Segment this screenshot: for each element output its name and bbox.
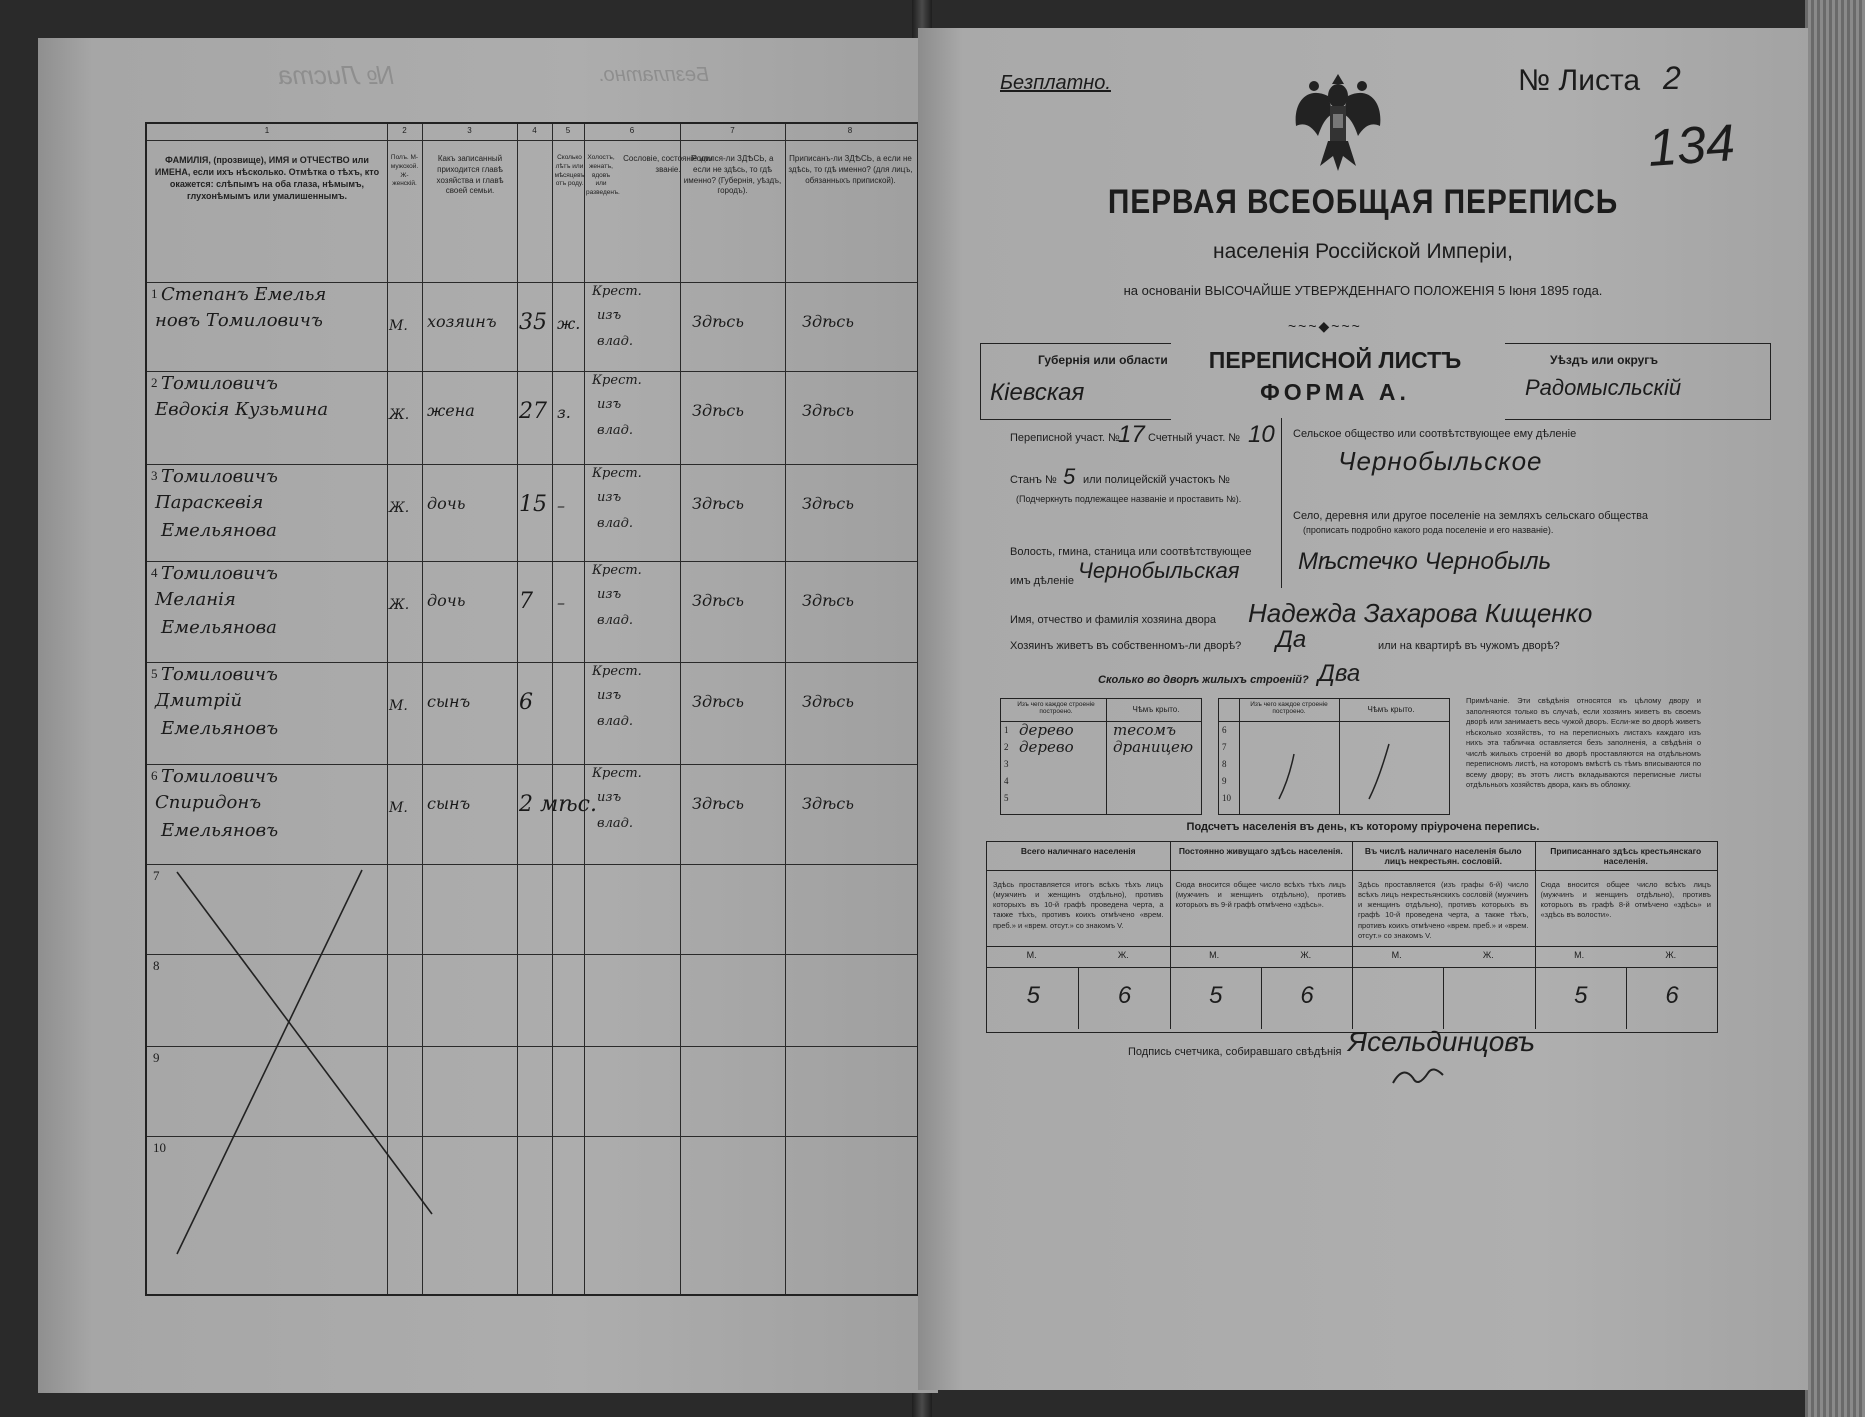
tally-col-desc: Сюда вносится общее число всѣхъ лицъ (мужчинъ и женщинъ отдѣльно), противъ которыхъ въ графѣ 8-й отмѣчено «здѣсь» и «здѣсь въ волости». bbox=[1540, 880, 1711, 920]
census-area-label: Переписной участ. № bbox=[1010, 432, 1120, 444]
tally-title: Подсчетъ населенія въ день, къ которому пріурочена перепись. bbox=[1186, 821, 1540, 833]
person-name-line3: Емельянова bbox=[161, 520, 277, 541]
person-surname-line1: Томиловичъ bbox=[161, 563, 278, 584]
row-number: 6 bbox=[151, 768, 158, 783]
person-name-line2: Меланія bbox=[155, 589, 236, 610]
tally-f-label: Ж. bbox=[1300, 950, 1312, 960]
person-name-line3: Емельяновъ bbox=[161, 718, 279, 739]
page-title: ПЕРВАЯ ВСЕОБЩАЯ ПЕРЕПИСЬ bbox=[1107, 183, 1619, 221]
archive-number: 134 bbox=[1646, 114, 1737, 178]
tally-m-label: М. bbox=[1574, 950, 1585, 960]
building-row-number: 4 bbox=[1004, 776, 1009, 786]
building-row-number: 7 bbox=[1222, 742, 1227, 752]
volost-value: Чернобыльская bbox=[1078, 558, 1240, 583]
buildings-value: Два bbox=[1318, 660, 1361, 687]
row-number: 10 bbox=[153, 1140, 166, 1155]
buildings-label: Сколько во дворѣ жилыхъ строеній? bbox=[1098, 674, 1309, 686]
person-sex: Ж. bbox=[389, 500, 410, 516]
person-born: Здѣсь bbox=[692, 794, 744, 813]
person-born: Здѣсь bbox=[692, 692, 744, 711]
person-estate-line1: Крест. bbox=[592, 373, 642, 388]
village-label: Село, деревня или другое поселеніе на земляхъ сельскаго общества bbox=[1293, 510, 1648, 522]
person-registered: Здѣсь bbox=[802, 312, 854, 331]
person-registered: Здѣсь bbox=[802, 591, 854, 610]
person-born: Здѣсь bbox=[692, 312, 744, 331]
signature-value: Ясельдинцовъ bbox=[1348, 1026, 1536, 1057]
person-registered: Здѣсь bbox=[802, 494, 854, 513]
row-number: 2 bbox=[151, 375, 158, 390]
gubernia-label: Губернія или области bbox=[1038, 353, 1168, 367]
census-table bbox=[145, 122, 919, 1296]
building-row-number: 10 bbox=[1222, 793, 1231, 803]
tally-f-label: Ж. bbox=[1665, 950, 1677, 960]
list-no-value: 2 bbox=[1663, 60, 1681, 96]
person-estate-line3: влад. bbox=[597, 423, 633, 438]
person-relation: дочь bbox=[427, 494, 466, 513]
person-estate-line1: Крест. bbox=[592, 466, 642, 481]
society-label: Сельское общество или соотвѣтствующее ему дѣленіе bbox=[1293, 428, 1577, 440]
person-marital: – bbox=[557, 496, 565, 515]
underline-note: (Подчеркнуть подлежащее названіе и проставить №). bbox=[1016, 494, 1242, 504]
person-sex: Ж. bbox=[389, 597, 410, 613]
person-estate-line3: влад. bbox=[597, 816, 633, 831]
person-marital: – bbox=[557, 593, 565, 612]
building-material: дерево bbox=[1019, 738, 1074, 756]
building-row-number: 6 bbox=[1222, 725, 1227, 735]
row-number: 4 bbox=[151, 565, 158, 580]
build-col-roof-2: Чѣмъ крыто. bbox=[1367, 705, 1415, 714]
row-number: 7 bbox=[153, 868, 160, 883]
tally-mf-divider bbox=[1626, 967, 1627, 1029]
person-age: 15 bbox=[519, 492, 547, 517]
person-estate-line3: влад. bbox=[597, 334, 633, 349]
person-estate-line2: изъ bbox=[597, 308, 622, 323]
person-surname-line1: Степанъ Емелья bbox=[161, 284, 327, 305]
tally-m-value: 5 bbox=[1026, 982, 1040, 1009]
signature-flourish bbox=[1388, 1063, 1448, 1093]
form-title-1: ПЕРЕПИСНОЙ ЛИСТЪ bbox=[1208, 347, 1462, 373]
person-estate-line2: изъ bbox=[597, 790, 622, 805]
person-surname-line1: Томиловичъ bbox=[161, 466, 278, 487]
tally-col-head: Въ числѣ наличнаго населенія было лицъ некрестьян. сословій. bbox=[1364, 846, 1522, 866]
col-header-born: Родился-ли ЗДѢСЬ, а если не здѣсь, то гдѣ именно? (Губернія, уѣздъ, городъ). bbox=[683, 154, 782, 196]
dash-marks bbox=[1219, 699, 1449, 814]
right-page bbox=[918, 28, 1808, 1390]
col-header-relation: Какъ записанный приходится главѣ хозяйства и главѣ своей семьи. bbox=[436, 154, 504, 196]
tally-m-value: 5 bbox=[1574, 982, 1588, 1009]
person-estate-line1: Крест. bbox=[592, 664, 642, 679]
person-estate-line1: Крест. bbox=[592, 766, 642, 781]
person-relation: дочь bbox=[427, 591, 466, 610]
tally-m-label: М. bbox=[1391, 950, 1402, 960]
row-number: 8 bbox=[153, 958, 160, 973]
person-estate-line2: изъ bbox=[597, 688, 622, 703]
person-registered: Здѣсь bbox=[802, 794, 854, 813]
gubernia-value: Кіевская bbox=[990, 379, 1085, 406]
person-relation: хозяинъ bbox=[427, 312, 497, 331]
tally-f-value: 6 bbox=[1665, 982, 1679, 1009]
own-house-value: Да bbox=[1276, 626, 1307, 653]
owner-value: Надежда Захарова Кищенко bbox=[1248, 598, 1593, 628]
tally-col-desc: Сюда вносится общее число всѣхъ тѣхъ лицъ (мужчинъ и женщинъ отдѣльно), противъ которыхъ въ 9-й графѣ отмѣчено «здѣсь». bbox=[1175, 880, 1346, 910]
col-header-sex: Полъ. М-мужской. Ж-женскій. bbox=[390, 154, 419, 188]
row-number: 1 bbox=[151, 286, 158, 301]
col-header-marital: Холостъ, женатъ, вдовъ или разведенъ. bbox=[586, 154, 620, 197]
person-registered: Здѣсь bbox=[802, 692, 854, 711]
person-marital: з. bbox=[557, 403, 571, 422]
row-number: 5 bbox=[151, 666, 158, 681]
owner-label: Имя, отчество и фамилія хозяина двора bbox=[1010, 614, 1216, 626]
village-note: (прописать подробно какого рода поселеніе и его названіе). bbox=[1303, 525, 1554, 535]
page-edges bbox=[1805, 0, 1865, 1417]
person-name-line2: Дмитрій bbox=[155, 690, 243, 711]
count-area-value: 10 bbox=[1248, 421, 1275, 448]
tally-f-label: Ж. bbox=[1117, 950, 1129, 960]
person-marital: ж. bbox=[557, 314, 581, 333]
person-estate-line3: влад. bbox=[597, 714, 633, 729]
person-estate-line2: изъ bbox=[597, 587, 622, 602]
police-label: или полицейскій участокъ № bbox=[1083, 474, 1230, 486]
tally-col-desc: Здѣсь проставляется итогъ всѣхъ тѣхъ лицъ (мужчинъ и женщинъ отдѣльно), противъ которыхъ въ 10-й графѣ проведена черта, а также тѣхъ, противъ коихъ отмѣчено «врем. преб.» и «врем. отсут.» со знакомъ V. bbox=[993, 880, 1164, 930]
person-estate-line3: влад. bbox=[597, 516, 633, 531]
society-value: Чернобыльское bbox=[1338, 446, 1543, 476]
buildings-table-2 bbox=[1218, 698, 1450, 815]
count-area-label: Счетный участ. № bbox=[1148, 432, 1241, 444]
person-estate-line1: Крест. bbox=[592, 563, 642, 578]
tally-col-head: Всего наличнаго населенія bbox=[1020, 846, 1136, 856]
note-text: Примѣчаніе. Эти свѣдѣнія относятся къ цѣлому двору и заполняются только въ случаѣ, если хозяинъ живетъ въ своемъ дворѣ или занимаетъ весь чужой дворъ. Если-же во дворѣ живетъ нѣсколько хозяйствъ, то на переписныхъ листахъ каждаго изъ нихъ эта табличка оставляется безъ заполненія, а свѣдѣнія о числѣ жилыхъ строеній во дворѣ проставляются на отдѣльномъ переписномъ листѣ, на которомъ вмѣстѣ съ тѣмъ вписываются по всему двору; въ этотъ листъ вкладываются переписные листы отдѣльныхъ хозяйствъ двора, какъ въ обложку. bbox=[1466, 696, 1701, 789]
ornament-divider: ~~~◆~~~ bbox=[1288, 318, 1362, 334]
tally-f-value: 6 bbox=[1117, 982, 1132, 1009]
uezd-label: Уѣздъ или округъ bbox=[1550, 353, 1659, 367]
building-row-number: 2 bbox=[1004, 742, 1009, 752]
info-divider bbox=[1281, 418, 1282, 588]
col-header-name: ФАМИЛІЯ, (прозвище), ИМЯ и ОТЧЕСТВО или ИМЕНА, если ихъ нѣсколько. Отмѣтка о тѣхъ, кто окажется: слѣпымъ на оба глаза, нѣмымъ, глухонѣмымъ или умалишеннымъ. bbox=[154, 155, 380, 202]
bleed-through-list-no: № Листа bbox=[278, 60, 395, 90]
stan-value: 5 bbox=[1063, 464, 1076, 489]
person-surname-line1: Томиловичъ bbox=[161, 664, 278, 685]
basis-line: на основаніи ВЫСОЧАЙШЕ УТВЕРЖДЕННАГО ПОЛОЖЕНІЯ 5 Іюня 1895 года. bbox=[1123, 283, 1603, 298]
person-sex: М. bbox=[389, 800, 408, 816]
person-sex: М. bbox=[389, 698, 408, 714]
cross-out-mark bbox=[147, 124, 917, 1294]
row-number: 3 bbox=[151, 468, 158, 483]
building-roof: драницею bbox=[1113, 738, 1194, 756]
person-relation: жена bbox=[427, 401, 475, 420]
col-header-age: Сколько лѣтъ или мѣсяцевъ отъ роду. bbox=[554, 154, 585, 188]
person-name-line2: Евдокія Кузьмина bbox=[155, 399, 329, 420]
build-col-material: Изъ чего каждое строеніе построено. bbox=[1017, 701, 1095, 715]
tally-table bbox=[986, 841, 1718, 1033]
person-sex: М. bbox=[389, 318, 408, 334]
building-row-number: 5 bbox=[1004, 793, 1009, 803]
tally-m-label: М. bbox=[1026, 950, 1037, 960]
row-number: 9 bbox=[153, 1050, 160, 1065]
person-registered: Здѣсь bbox=[802, 401, 854, 420]
col-number: 1 bbox=[264, 126, 270, 135]
col-number: 5 bbox=[565, 126, 571, 135]
col-header-registered: Приписанъ-ли ЗДѢСЬ, а если не здѣсь, то гдѣ именно? (для лицъ, обязанныхъ припиской). bbox=[788, 154, 913, 185]
person-name-line2: Параскевія bbox=[155, 492, 264, 513]
person-born: Здѣсь bbox=[692, 401, 744, 420]
person-name-line3: Емельяновъ bbox=[161, 820, 279, 841]
volost-label: Волость, гмина, станица или соотвѣтствующее имъ дѣленіе bbox=[1010, 546, 1252, 587]
signature-label: Подпись счетчика, собиравшаго свѣдѣнія bbox=[1128, 1046, 1342, 1058]
building-roof: тесомъ bbox=[1113, 721, 1176, 739]
tally-mf-divider bbox=[1261, 967, 1262, 1029]
tally-col-desc: Здѣсь проставляется (изъ графы 6-й) число всѣхъ лицъ некрестьянскихъ сословій (мужчинъ и женщинъ отдѣльно), противъ которыхъ въ графѣ 10-й проведена черта, а также тѣхъ, противъ коихъ отмѣчено «врем. преб.» и «врем. отсут.» со знакомъ V. bbox=[1358, 880, 1529, 940]
building-row-number: 3 bbox=[1004, 759, 1009, 769]
person-born: Здѣсь bbox=[692, 591, 744, 610]
person-estate-line1: Крест. bbox=[592, 284, 642, 299]
person-age: 2 мѣс. bbox=[519, 792, 597, 817]
tally-mf-divider bbox=[1078, 967, 1079, 1029]
person-name-line3: Емельянова bbox=[161, 617, 277, 638]
form-title-2: ФОРМА А. bbox=[1260, 379, 1410, 405]
person-relation: сынъ bbox=[427, 794, 471, 813]
col-number: 4 bbox=[532, 126, 537, 135]
building-row-number: 1 bbox=[1004, 725, 1009, 735]
tally-desc-rule bbox=[987, 946, 1717, 947]
tally-col-head: Постоянно живущаго здѣсь населенія. bbox=[1178, 846, 1343, 856]
tally-mf-divider bbox=[1443, 967, 1444, 1029]
person-sex: Ж. bbox=[389, 407, 410, 423]
tally-f-label: Ж. bbox=[1482, 950, 1494, 960]
person-estate-line2: изъ bbox=[597, 490, 622, 505]
stan-label: Станъ № bbox=[1010, 474, 1057, 486]
bleed-through-free: Безплатно. bbox=[598, 64, 709, 86]
tally-m-label: М. bbox=[1209, 950, 1220, 960]
col-number: 2 bbox=[402, 126, 407, 135]
uezd-value: Радомысльскій bbox=[1525, 375, 1682, 400]
list-no-label: № Листа bbox=[1518, 64, 1641, 97]
buildings-table-1 bbox=[1000, 698, 1202, 815]
person-estate-line3: влад. bbox=[597, 613, 633, 628]
col-number: 8 bbox=[847, 126, 853, 135]
person-age: 6 bbox=[519, 690, 533, 715]
person-age: 35 bbox=[519, 310, 547, 335]
person-age: 7 bbox=[519, 589, 533, 614]
tally-head-rule bbox=[987, 870, 1717, 871]
rent-label: или на квартирѣ въ чужомъ дворѣ? bbox=[1378, 640, 1560, 652]
page-subtitle: населенія Россійской Имперіи, bbox=[1213, 240, 1513, 263]
building-material: дерево bbox=[1019, 721, 1074, 739]
building-row-number: 8 bbox=[1222, 759, 1227, 769]
form-header bbox=[980, 343, 1772, 423]
person-surname-line1: Томиловичъ bbox=[161, 373, 278, 394]
col-header-estate: Сословіе, состояніе или званіе. bbox=[623, 154, 713, 174]
build-col-roof: Чѣмъ крыто. bbox=[1132, 705, 1180, 714]
col-number: 6 bbox=[629, 126, 635, 135]
person-estate-line2: изъ bbox=[597, 397, 622, 412]
person-surname-line1: Томиловичъ bbox=[161, 766, 278, 787]
double-headed-eagle-icon bbox=[1288, 66, 1388, 176]
tally-f-value: 6 bbox=[1300, 982, 1314, 1009]
person-name-line2: новъ Томиловичъ bbox=[155, 310, 323, 331]
village-value: Мѣстечко Чернобыль bbox=[1298, 548, 1552, 575]
tally-mf-rule bbox=[987, 967, 1717, 968]
person-relation: сынъ bbox=[427, 692, 471, 711]
free-label: Безплатно. bbox=[1000, 72, 1111, 94]
building-row-number: 9 bbox=[1222, 776, 1227, 786]
person-age: 27 bbox=[519, 399, 547, 424]
col-number: 7 bbox=[730, 126, 735, 135]
tally-m-value: 5 bbox=[1209, 982, 1223, 1009]
tally-col-head: Приписаннаго здѣсь крестьянскаго населенія. bbox=[1550, 846, 1702, 866]
col-number: 3 bbox=[467, 126, 472, 135]
person-born: Здѣсь bbox=[692, 494, 744, 513]
census-area-value: 17 bbox=[1118, 421, 1145, 448]
own-house-label: Хозяинъ живетъ въ собственномъ-ли дворѣ? bbox=[1010, 640, 1242, 652]
person-name-line2: Спиридонъ bbox=[155, 792, 262, 813]
build-col-material-2: Изъ чего каждое строеніе построено. bbox=[1250, 701, 1328, 715]
